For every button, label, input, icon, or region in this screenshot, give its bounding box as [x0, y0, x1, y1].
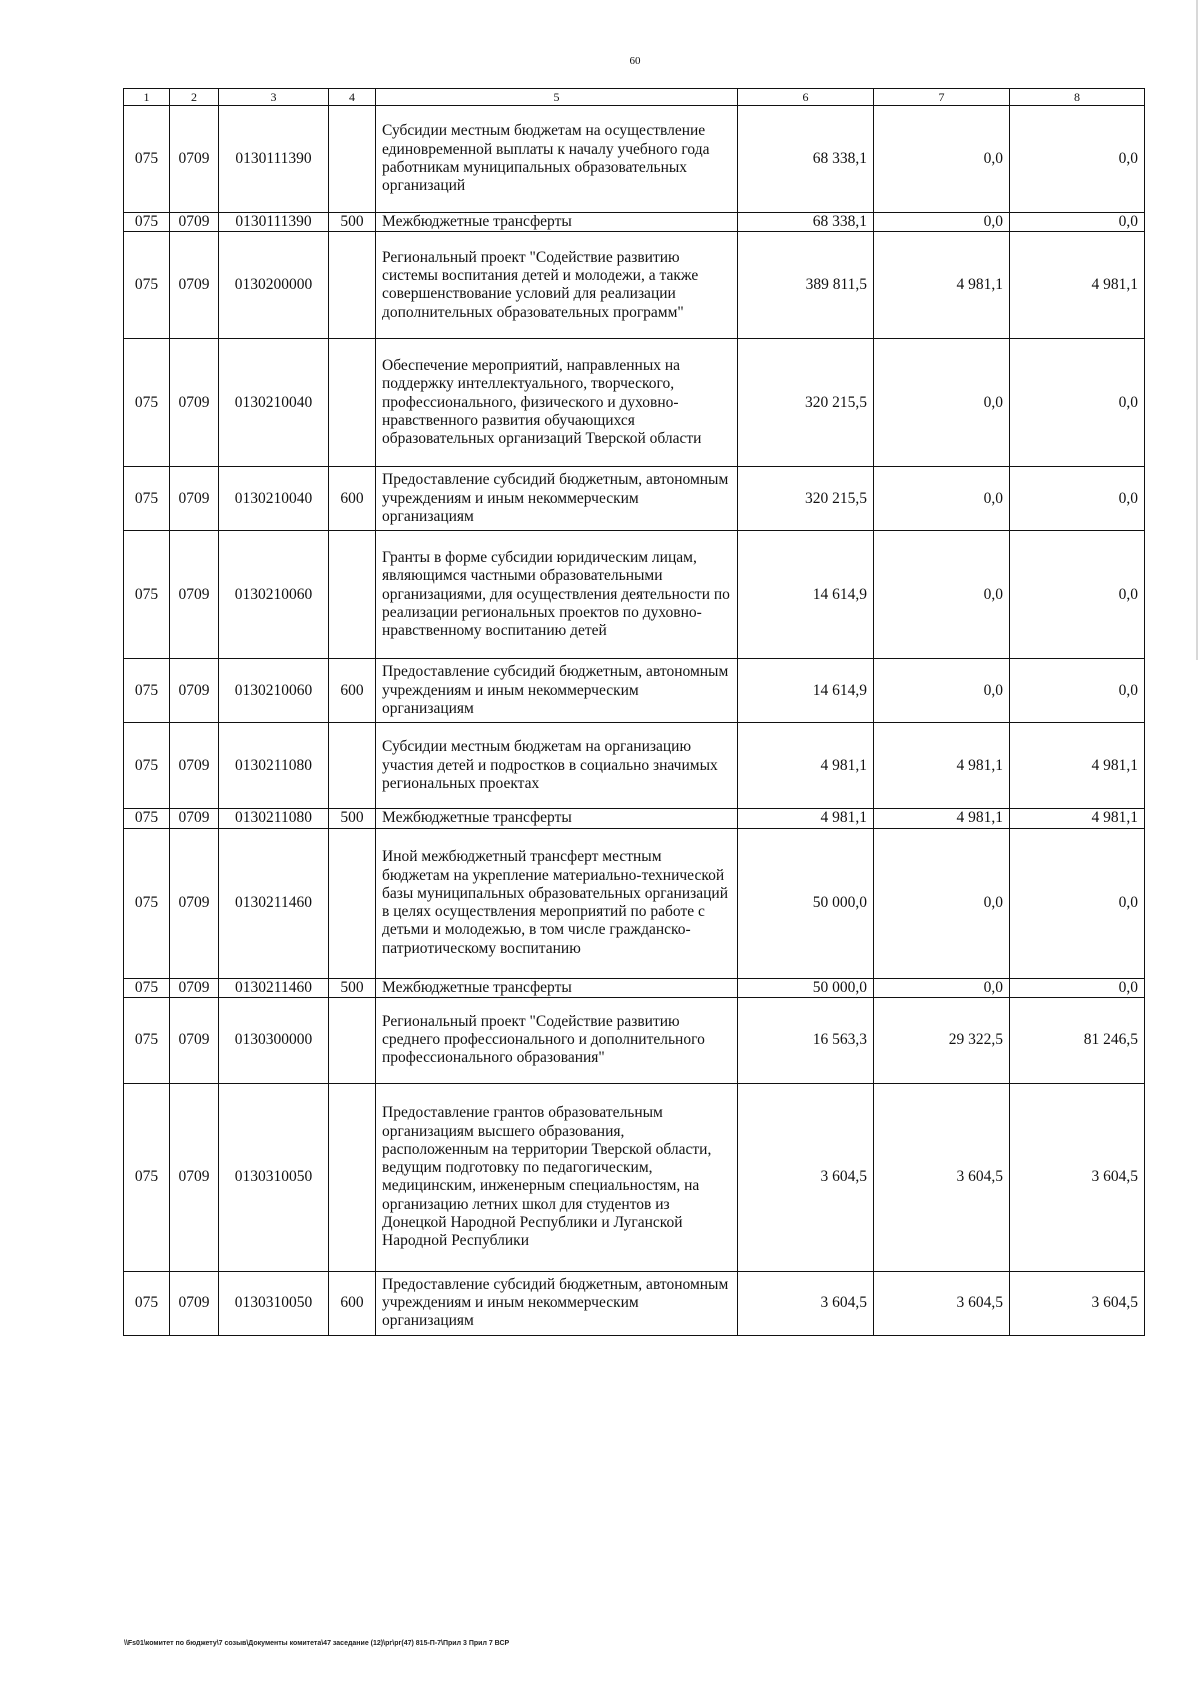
cell-expense-type: [329, 828, 376, 978]
cell-expense-type: 600: [329, 467, 376, 531]
cell-description: Межбюджетные трансферты: [376, 809, 738, 828]
cell-amount-year-2: 0,0: [874, 339, 1010, 467]
table-row: [124, 997, 1145, 1083]
cell-section-code: 0709: [170, 232, 219, 339]
cell-amount-year-1: 14 614,9: [738, 659, 874, 723]
cell-amount-year-1: 4 981,1: [738, 723, 874, 809]
cell-amount-year-1: 50 000,0: [738, 978, 874, 997]
cell-ministry-code: 075: [124, 1083, 170, 1271]
cell-amount-year-1: 4 981,1: [738, 809, 874, 828]
cell-amount-year-3: 0,0: [1010, 106, 1145, 213]
cell-section-code: 0709: [170, 106, 219, 213]
cell-ministry-code: 075: [124, 828, 170, 978]
cell-description: Региональный проект "Содействие развитию среднего профессионального и дополнительного профессионального образования": [376, 997, 738, 1083]
cell-amount-year-2: 0,0: [874, 106, 1010, 213]
cell-expense-type: [329, 723, 376, 809]
cell-description: Предоставление грантов образовательным организациям высшего образования, расположенным на территории Тверской области, ведущим подготовку по педагогическим, медицинским, инженерным специальностям, на организацию летних школ для студентов из Донецкой Народной Республики и Луганской Народной Республики: [376, 1083, 738, 1271]
cell-target-code: 0130210040: [219, 467, 329, 531]
cell-amount-year-2: 29 322,5: [874, 997, 1010, 1083]
cell-target-code: 0130210060: [219, 531, 329, 659]
cell-description: Предоставление субсидий бюджетным, автономным учреждениям и иным некоммерческим организациям: [376, 467, 738, 531]
cell-section-code: 0709: [170, 978, 219, 997]
cell-ministry-code: 075: [124, 467, 170, 531]
cell-amount-year-3: 4 981,1: [1010, 723, 1145, 809]
cell-ministry-code: 075: [124, 659, 170, 723]
cell-amount-year-2: 0,0: [874, 828, 1010, 978]
cell-expense-type: 500: [329, 809, 376, 828]
cell-target-code: 0130210060: [219, 659, 329, 723]
cell-section-code: 0709: [170, 809, 219, 828]
cell-amount-year-1: 389 811,5: [738, 232, 874, 339]
cell-amount-year-2: 4 981,1: [874, 723, 1010, 809]
cell-amount-year-1: 3 604,5: [738, 1083, 874, 1271]
column-header-1: 1: [124, 89, 170, 106]
cell-section-code: 0709: [170, 723, 219, 809]
cell-description: Межбюджетные трансферты: [376, 213, 738, 232]
column-header-7: 7: [874, 89, 1010, 106]
cell-amount-year-3: 0,0: [1010, 339, 1145, 467]
cell-section-code: 0709: [170, 1083, 219, 1271]
cell-section-code: 0709: [170, 997, 219, 1083]
column-header-8: 8: [1010, 89, 1145, 106]
cell-description: Иной межбюджетный трансферт местным бюджетам на укрепление материально-технической базы муниципальных образовательных организаций в целях осуществления мероприятий по работе с детьми и молодежью, в том числе гражданско-патриотическому воспитанию: [376, 828, 738, 978]
cell-amount-year-1: 320 215,5: [738, 467, 874, 531]
cell-ministry-code: 075: [124, 1271, 170, 1335]
cell-amount-year-2: 3 604,5: [874, 1271, 1010, 1335]
cell-expense-type: 600: [329, 1271, 376, 1335]
scan-edge: [1196, 0, 1198, 660]
table-row: [124, 828, 1145, 978]
cell-target-code: 0130211460: [219, 828, 329, 978]
column-header-6: 6: [738, 89, 874, 106]
cell-target-code: 0130111390: [219, 106, 329, 213]
cell-amount-year-3: 0,0: [1010, 467, 1145, 531]
cell-amount-year-3: 81 246,5: [1010, 997, 1145, 1083]
table-row: [124, 809, 1145, 828]
cell-target-code: 0130211080: [219, 809, 329, 828]
cell-amount-year-2: 4 981,1: [874, 809, 1010, 828]
cell-section-code: 0709: [170, 339, 219, 467]
cell-amount-year-3: 0,0: [1010, 531, 1145, 659]
table-row: [124, 339, 1145, 467]
cell-amount-year-2: 3 604,5: [874, 1083, 1010, 1271]
cell-amount-year-3: 0,0: [1010, 659, 1145, 723]
cell-target-code: 0130211460: [219, 978, 329, 997]
cell-amount-year-3: 3 604,5: [1010, 1271, 1145, 1335]
table-row: [124, 232, 1145, 339]
column-header-2: 2: [170, 89, 219, 106]
table-row: [124, 1271, 1145, 1335]
cell-target-code: 0130200000: [219, 232, 329, 339]
cell-description: Предоставление субсидий бюджетным, автономным учреждениям и иным некоммерческим организациям: [376, 659, 738, 723]
cell-section-code: 0709: [170, 828, 219, 978]
table-row: [124, 106, 1145, 213]
cell-target-code: 0130111390: [219, 213, 329, 232]
cell-amount-year-2: 0,0: [874, 531, 1010, 659]
cell-section-code: 0709: [170, 1271, 219, 1335]
cell-expense-type: [329, 997, 376, 1083]
cell-description: Субсидии местным бюджетам на осуществление единовременной выплаты к началу учебного года работникам муниципальных образовательных организаций: [376, 106, 738, 213]
cell-expense-type: [329, 1083, 376, 1271]
cell-ministry-code: 075: [124, 106, 170, 213]
cell-amount-year-2: 0,0: [874, 978, 1010, 997]
cell-amount-year-2: 0,0: [874, 659, 1010, 723]
cell-amount-year-1: 68 338,1: [738, 106, 874, 213]
cell-description: Предоставление субсидий бюджетным, автономным учреждениям и иным некоммерческим организациям: [376, 1271, 738, 1335]
cell-description: Обеспечение мероприятий, направленных на поддержку интеллектуального, творческого, профессионального, физического и духовно-нравственного развития обучающихся образовательных организаций Тверской области: [376, 339, 738, 467]
cell-description: Региональный проект "Содействие развитию системы воспитания детей и молодежи, а также совершенствование условий для реализации дополнительных образовательных программ": [376, 232, 738, 339]
cell-amount-year-1: 16 563,3: [738, 997, 874, 1083]
cell-amount-year-3: 0,0: [1010, 213, 1145, 232]
cell-amount-year-3: 4 981,1: [1010, 809, 1145, 828]
cell-ministry-code: 075: [124, 531, 170, 659]
cell-ministry-code: 075: [124, 213, 170, 232]
cell-expense-type: 600: [329, 659, 376, 723]
cell-amount-year-3: 0,0: [1010, 978, 1145, 997]
cell-expense-type: [329, 232, 376, 339]
cell-description: Межбюджетные трансферты: [376, 978, 738, 997]
header-row: [124, 89, 1145, 106]
column-header-5: 5: [376, 89, 738, 106]
cell-description: Субсидии местным бюджетам на организацию участия детей и подростков в социально значимых региональных проектах: [376, 723, 738, 809]
cell-amount-year-2: 4 981,1: [874, 232, 1010, 339]
page-number: 60: [629, 55, 641, 67]
cell-ministry-code: 075: [124, 339, 170, 467]
cell-expense-type: [329, 531, 376, 659]
budget-table: [123, 88, 1145, 1336]
column-header-4: 4: [329, 89, 376, 106]
cell-expense-type: [329, 106, 376, 213]
table-row: [124, 659, 1145, 723]
footer-file-path: \\Fs01\комитет по бюджету\7 созыв\Документы комитета\47 заседание (12)\рг\рг(47) 815-П-7\Прил 3 Прил 7 ВСР: [124, 1640, 510, 1647]
cell-amount-year-1: 320 215,5: [738, 339, 874, 467]
cell-target-code: 0130210040: [219, 339, 329, 467]
cell-amount-year-1: 14 614,9: [738, 531, 874, 659]
cell-section-code: 0709: [170, 213, 219, 232]
cell-amount-year-3: 4 981,1: [1010, 232, 1145, 339]
cell-description: Гранты в форме субсидии юридическим лицам, являющимся частными образовательными организациями, для осуществления деятельности по реализации региональных проектов по духовно-нравственному воспитанию детей: [376, 531, 738, 659]
cell-amount-year-3: 0,0: [1010, 828, 1145, 978]
table-row: [124, 1083, 1145, 1271]
table-row: [124, 213, 1145, 232]
cell-amount-year-3: 3 604,5: [1010, 1083, 1145, 1271]
cell-target-code: 0130310050: [219, 1083, 329, 1271]
cell-ministry-code: 075: [124, 997, 170, 1083]
table-row: [124, 531, 1145, 659]
table-row: [124, 467, 1145, 531]
cell-ministry-code: 075: [124, 978, 170, 997]
table-row: [124, 723, 1145, 809]
cell-amount-year-1: 50 000,0: [738, 828, 874, 978]
cell-section-code: 0709: [170, 467, 219, 531]
cell-amount-year-2: 0,0: [874, 213, 1010, 232]
cell-ministry-code: 075: [124, 809, 170, 828]
cell-section-code: 0709: [170, 531, 219, 659]
table-row: [124, 978, 1145, 997]
cell-expense-type: 500: [329, 978, 376, 997]
cell-expense-type: [329, 339, 376, 467]
cell-amount-year-1: 3 604,5: [738, 1271, 874, 1335]
cell-ministry-code: 075: [124, 723, 170, 809]
cell-expense-type: 500: [329, 213, 376, 232]
cell-target-code: 0130310050: [219, 1271, 329, 1335]
cell-target-code: 0130211080: [219, 723, 329, 809]
cell-target-code: 0130300000: [219, 997, 329, 1083]
cell-section-code: 0709: [170, 659, 219, 723]
column-header-3: 3: [219, 89, 329, 106]
cell-amount-year-2: 0,0: [874, 467, 1010, 531]
cell-amount-year-1: 68 338,1: [738, 213, 874, 232]
cell-ministry-code: 075: [124, 232, 170, 339]
